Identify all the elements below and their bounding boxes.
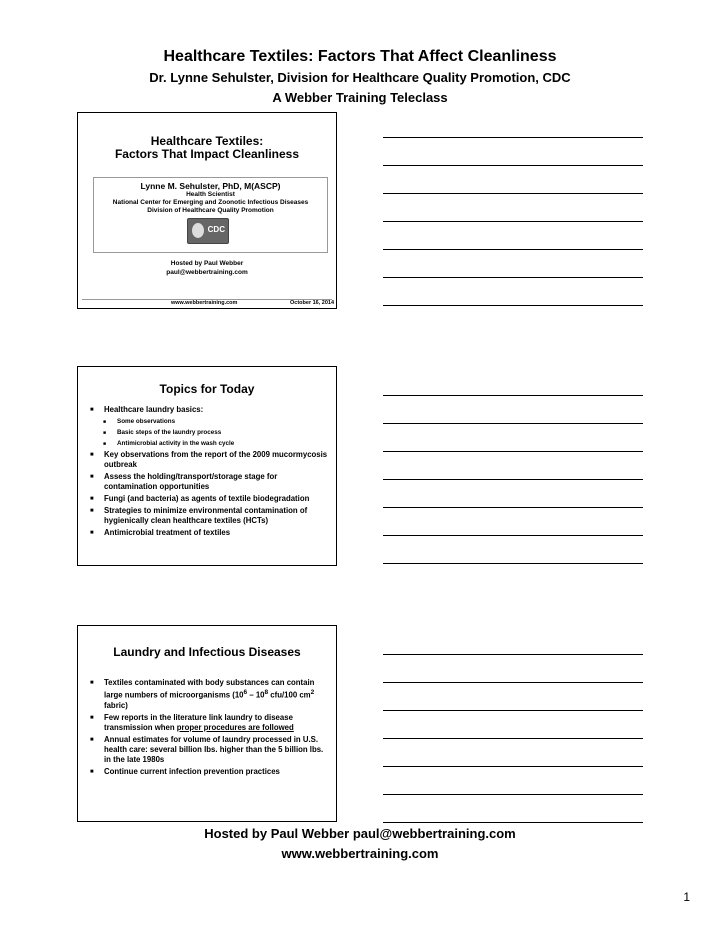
bullet-text: – 10 — [247, 690, 265, 700]
notes-line — [383, 766, 643, 767]
sub-bullet: ■ Antimicrobial activity in the wash cycle — [90, 439, 328, 449]
slide-1-title-line2: Factors That Impact Cleanliness — [114, 147, 300, 161]
cdc-logo-text: CDC — [207, 225, 225, 234]
notes-line — [383, 423, 643, 424]
bullet-text: Textiles contaminated with body substances can contain large numbers of microorganisms (10 — [104, 678, 315, 700]
bullet-text: Few reports in the literature link laundry to disease transmission when — [104, 712, 293, 732]
notes-line — [383, 395, 643, 396]
series-line: A Webber Training Teleclass — [272, 90, 448, 105]
slide-1-footer-site: www.webbertraining.com — [171, 300, 238, 306]
page-title: Healthcare Textiles: Factors That Affect Cleanliness — [163, 48, 557, 65]
slide-2 — [77, 366, 337, 566]
notes-line — [383, 451, 643, 452]
exponent: 6 — [243, 689, 248, 696]
speaker-name: Lynne M. Sehulster, PhD, M(ASCP) — [140, 181, 281, 191]
slide-2-bullets — [90, 405, 328, 540]
slide-1-footer-date: October 16, 2014 — [290, 300, 335, 306]
bullet: ■ Continue current infection prevention practices — [90, 767, 328, 777]
sub-bullet: ■ Some observations — [90, 417, 328, 427]
bullet-text: fabric) — [104, 700, 128, 710]
notes-line — [383, 221, 643, 222]
notes-line — [383, 738, 643, 739]
notes-line — [383, 710, 643, 711]
footer-site: www.webbertraining.com — [281, 846, 439, 861]
notes-line — [383, 507, 643, 508]
page-number: 1 — [683, 890, 690, 904]
slide-3-bullets — [90, 678, 328, 779]
sub-bullet: ■ Basic steps of the laundry process — [90, 428, 328, 438]
bullet: ■ Healthcare laundry basics: — [90, 405, 328, 415]
notes-line — [383, 305, 643, 306]
bullet: ■ Fungi (and bacteria) as agents of textile biodegradation — [90, 494, 328, 504]
speaker-role: Health Scientist — [186, 191, 235, 198]
notes-line — [383, 165, 643, 166]
host-info — [78, 259, 336, 277]
notes-line — [383, 682, 643, 683]
notes-line — [383, 479, 643, 480]
author-line: Dr. Lynne Sehulster, Division for Healthcare Quality Promotion, CDC — [149, 70, 571, 85]
bullet: ■ Annual estimates for volume of laundry processed in U.S. health care: several billion lbs. higher than the 5 billion lbs. in the late 1980s — [90, 735, 328, 765]
notes-line — [383, 654, 643, 655]
host-email: paul@webbertraining.com — [166, 269, 248, 276]
slide-3 — [77, 625, 337, 822]
notes-line — [383, 277, 643, 278]
bullet: ■ Assess the holding/transport/storage stage for contamination opportunities — [90, 472, 328, 492]
bullet: ■ Strategies to minimize environmental contamination of hygienically clean healthcare textiles (HCTs) — [90, 506, 328, 526]
underlined-text: proper procedures are followed — [176, 722, 294, 732]
exponent: 2 — [310, 689, 315, 696]
slide-1 — [77, 112, 337, 309]
speaker-division: Division of Healthcare Quality Promotion — [147, 207, 274, 214]
slide-1-title-line1: Healthcare Textiles: — [150, 134, 264, 148]
notes-line — [383, 535, 643, 536]
speaker-box — [93, 177, 328, 253]
bullet-text: cfu/100 cm — [268, 690, 311, 700]
notes-line — [383, 822, 643, 823]
notes-line — [383, 249, 643, 250]
slide-3-title: Laundry and Infectious Diseases — [113, 645, 301, 659]
exponent: 8 — [264, 689, 269, 696]
hhs-eagle-icon — [192, 223, 204, 238]
slide-1-title — [78, 135, 336, 161]
bullet: ■ Antimicrobial treatment of textiles — [90, 528, 328, 538]
speaker-center: National Center for Emerging and Zoonotic Infectious Diseases — [112, 199, 309, 206]
cdc-logo-icon — [187, 218, 229, 244]
notes-line — [383, 794, 643, 795]
bullet — [90, 678, 328, 711]
notes-line — [383, 563, 643, 564]
notes-line — [383, 137, 643, 138]
bullet: ■ Key observations from the report of the 2009 mucormycosis outbreak — [90, 450, 328, 470]
host-name: Hosted by Paul Webber — [170, 260, 244, 267]
footer-host: Hosted by Paul Webber paul@webbertraining.com — [204, 826, 516, 841]
notes-line — [383, 193, 643, 194]
bullet — [90, 713, 328, 733]
slide-2-title: Topics for Today — [159, 382, 255, 396]
